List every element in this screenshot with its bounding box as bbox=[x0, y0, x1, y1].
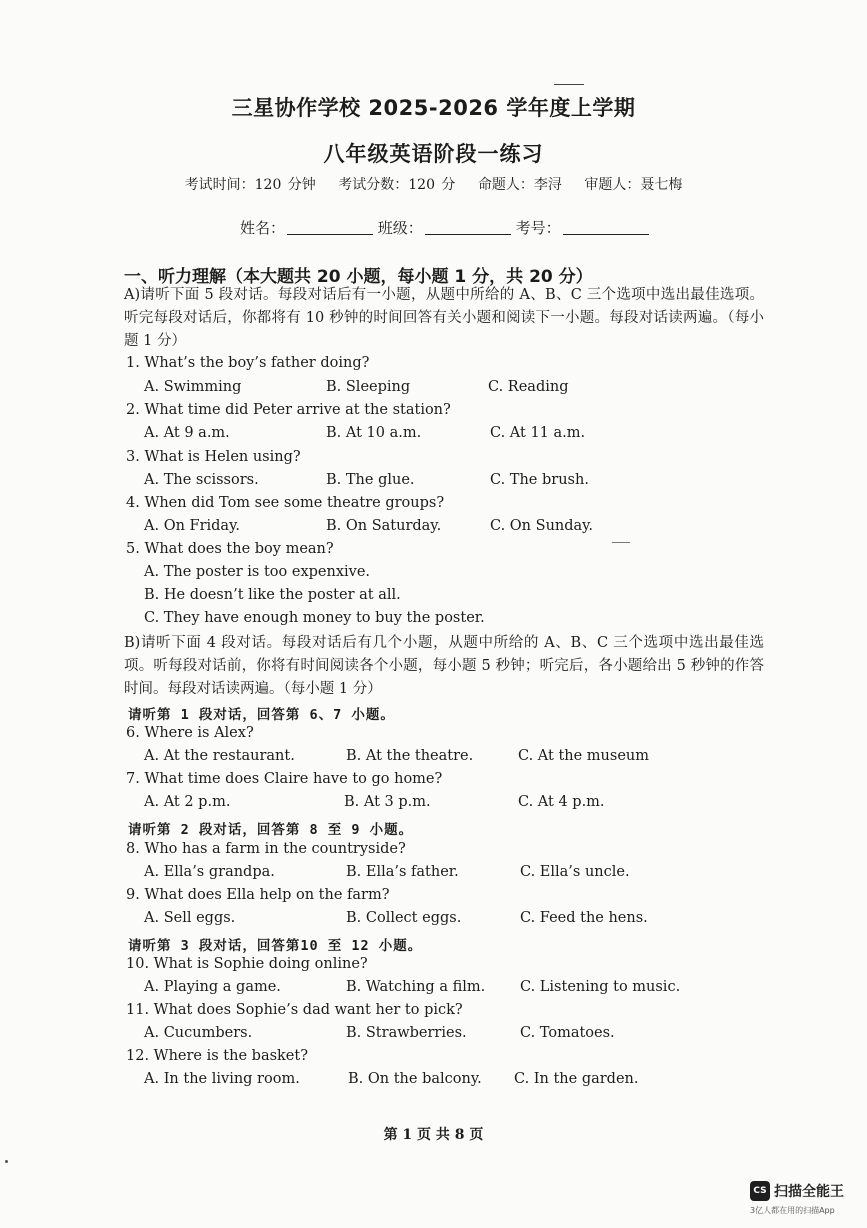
question-10: 10. What is Sophie doing online? bbox=[126, 956, 368, 972]
part-b-intro: B)请听下面 4 段对话。每段对话后有几个小题，从题中所给的 A、B、C 三个选项中选出最佳选项。听每段对话前，你将有时间阅读各个小题，每小题 5 秒钟；听完后，各小题给出 5 秒钟的作答时间。每段对话读两遍。（每小题 1 分） bbox=[124, 635, 764, 697]
section-title: 一、听力理解（本大题共 20 小题，每小题 1 分，共 20 分） bbox=[124, 267, 593, 287]
number-blank[interactable] bbox=[563, 220, 649, 235]
question-11: 11. What does Sophie’s dad want her to pick? bbox=[126, 1002, 463, 1018]
number-label: 考号： bbox=[515, 219, 561, 237]
page-subtitle: 八年级英语阶段一练习 bbox=[323, 142, 544, 166]
q1-option-b: B. Sleeping bbox=[326, 379, 411, 395]
q5-option-a: A. The poster is too expenxive. bbox=[144, 564, 371, 580]
question-2: 2. What time did Peter arrive at the station? bbox=[126, 402, 451, 418]
q2-option-a: A. At 9 a.m. bbox=[144, 425, 230, 441]
camscanner-tagline: 3亿人都在用的扫描App bbox=[750, 1206, 835, 1215]
part-a-intro: A)请听下面 5 段对话。每段对话后有一小题，从题中所给的 A、B、C 三个选项中选出最佳选项。听完每段对话后，你都将有 10 秒钟的时间回答有关小题和阅读下一小题。每段对话读两遍。（每小题 1 分） bbox=[124, 287, 764, 349]
q1-option-c: C. Reading bbox=[488, 379, 569, 395]
q10-option-b: B. Watching a film. bbox=[346, 979, 486, 995]
question-5: 5. What does the boy mean? bbox=[126, 541, 334, 557]
exam-reviewer: 审题人：聂七梅 bbox=[584, 177, 683, 193]
q9-option-c: C. Feed the hens. bbox=[520, 910, 648, 926]
class-blank[interactable] bbox=[425, 220, 511, 235]
question-3: 3. What is Helen using? bbox=[126, 449, 301, 465]
scan-speck bbox=[5, 1160, 8, 1163]
exam-time: 考试时间：120 分钟 bbox=[184, 177, 316, 193]
q7-option-c: C. At 4 p.m. bbox=[518, 794, 605, 810]
question-12: 12. Where is the basket? bbox=[126, 1048, 308, 1064]
class-label: 班级： bbox=[377, 219, 423, 237]
question-9: 9. What does Ella help on the farm? bbox=[126, 887, 390, 903]
exam-info bbox=[0, 174, 867, 194]
q6-option-c: C. At the museum bbox=[518, 748, 650, 764]
q2-option-c: C. At 11 a.m. bbox=[490, 425, 586, 441]
question-1: 1. What’s the boy’s father doing? bbox=[126, 355, 370, 371]
q4-option-b: B. On Saturday. bbox=[326, 518, 442, 534]
question-4: 4. When did Tom see some theatre groups? bbox=[126, 495, 445, 511]
q11-option-b: B. Strawberries. bbox=[346, 1025, 467, 1041]
scan-mark bbox=[554, 84, 584, 85]
q12-option-a: A. In the living room. bbox=[144, 1071, 300, 1087]
q7-option-b: B. At 3 p.m. bbox=[344, 794, 431, 810]
q8-option-b: B. Ella’s father. bbox=[346, 864, 459, 880]
name-label: 姓名： bbox=[240, 219, 286, 237]
q6-option-a: A. At the restaurant. bbox=[144, 748, 295, 764]
q7-option-a: A. At 2 p.m. bbox=[144, 794, 231, 810]
exam-author: 命题人：李浔 bbox=[477, 177, 562, 193]
q3-option-a: A. The scissors. bbox=[144, 472, 259, 488]
page-title: 三星协作学校 2025-2026 学年度上学期 bbox=[231, 96, 636, 120]
q9-option-a: A. Sell eggs. bbox=[144, 910, 236, 926]
q8-option-a: A. Ella’s grandpa. bbox=[144, 864, 275, 880]
student-fields bbox=[240, 217, 649, 238]
dialog-2-note: 请听第 2 段对话，回答第 8 至 9 小题。 bbox=[128, 822, 414, 838]
q10-option-a: A. Playing a game. bbox=[144, 979, 281, 995]
question-8: 8. Who has a farm in the countryside? bbox=[126, 841, 406, 857]
q9-option-b: B. Collect eggs. bbox=[346, 910, 462, 926]
q11-option-c: C. Tomatoes. bbox=[520, 1025, 615, 1041]
q5-option-b: B. He doesn’t like the poster at all. bbox=[144, 587, 401, 603]
q2-option-b: B. At 10 a.m. bbox=[326, 425, 422, 441]
q11-option-a: A. Cucumbers. bbox=[144, 1025, 253, 1041]
scan-dash bbox=[612, 542, 630, 543]
q5-option-c: C. They have enough money to buy the poster. bbox=[144, 610, 485, 626]
q3-option-c: C. The brush. bbox=[490, 472, 589, 488]
exam-score: 考试分数：120 分 bbox=[338, 177, 456, 193]
q4-option-a: A. On Friday. bbox=[144, 518, 240, 534]
q8-option-c: C. Ella’s uncle. bbox=[520, 864, 630, 880]
q1-option-a: A. Swimming bbox=[144, 379, 242, 395]
q4-option-c: C. On Sunday. bbox=[490, 518, 594, 534]
q12-option-c: C. In the garden. bbox=[514, 1071, 639, 1087]
q3-option-b: B. The glue. bbox=[326, 472, 415, 488]
camscanner-name: 扫描全能王 bbox=[774, 1184, 844, 1200]
page-footer: 第 1 页 共 8 页 bbox=[383, 1127, 484, 1143]
camscanner-logo-icon: CS bbox=[750, 1181, 770, 1201]
q12-option-b: B. On the balcony. bbox=[348, 1071, 482, 1087]
name-blank[interactable] bbox=[287, 220, 373, 235]
dialog-1-note: 请听第 1 段对话，回答第 6、7 小题。 bbox=[128, 707, 395, 723]
q6-option-b: B. At the theatre. bbox=[346, 748, 474, 764]
question-7: 7. What time does Claire have to go home? bbox=[126, 771, 443, 787]
dialog-3-note: 请听第 3 段对话，回答第10 至 12 小题。 bbox=[128, 938, 423, 954]
question-6: 6. Where is Alex? bbox=[126, 725, 254, 741]
q10-option-c: C. Listening to music. bbox=[520, 979, 681, 995]
